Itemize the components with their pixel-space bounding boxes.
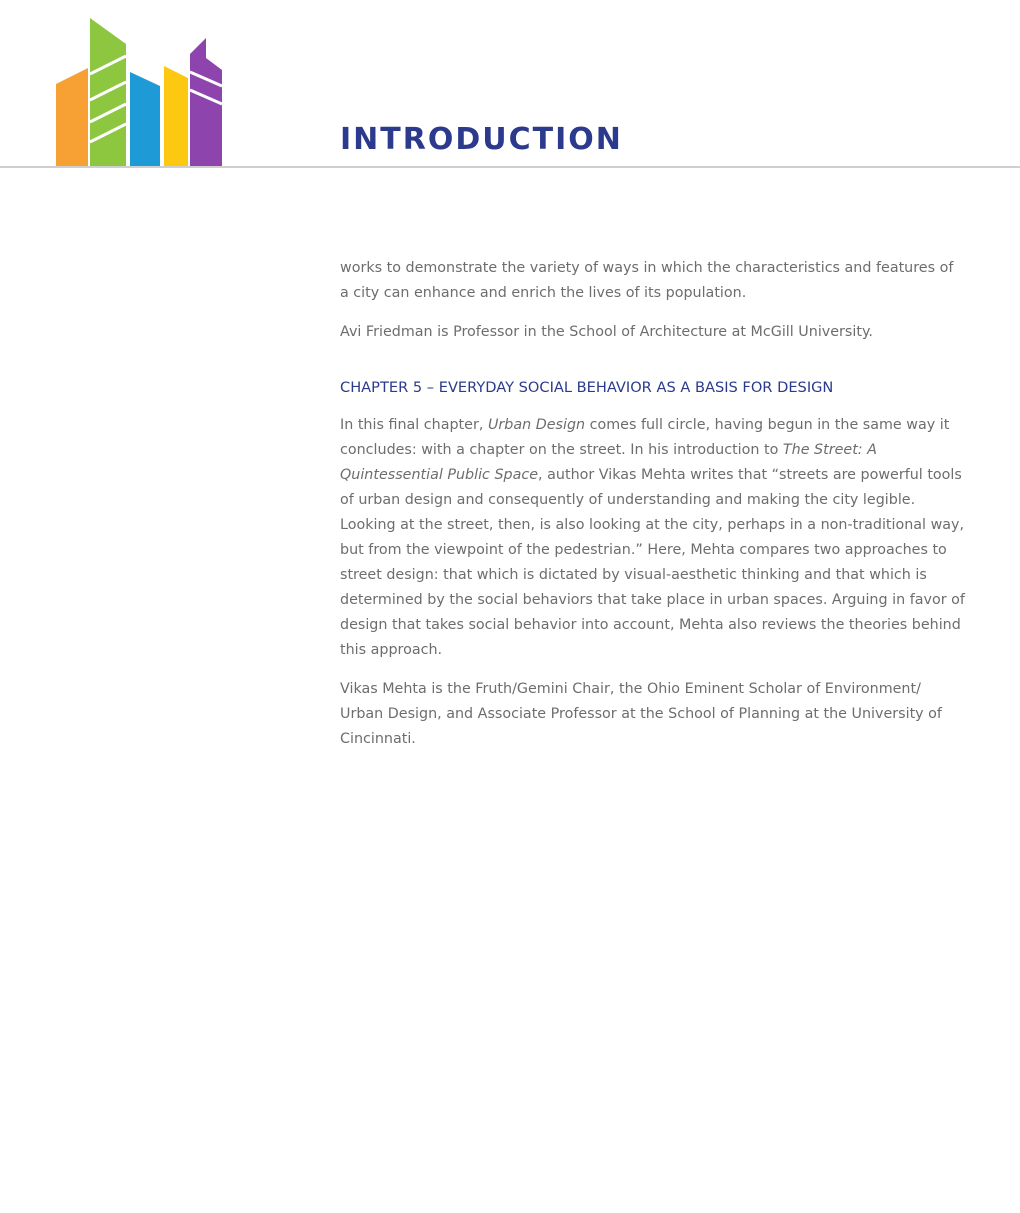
paragraph-author-bio-friedman: Avi Friedman is Professor in the School of Architecture at McGill University.: [340, 324, 873, 340]
chapter-heading: CHAPTER 5 – EVERYDAY SOCIAL BEHAVIOR AS A BASIS FOR DESIGN: [340, 379, 834, 396]
paragraph-author-bio-mehta: Vikas Mehta is the Fruth/Gemini Chair, the Ohio Eminent Scholar of Environment/ Urban Design, and Associate Professor at the School of Planning at the University of Cincinnati.: [340, 681, 942, 747]
text-span: , author Vikas Mehta writes that “streets are powerful tools of urban design and consequently of understanding and making the city legible. Looking at the street, then, is also looking at the city, perhaps in a non-traditional way, but from the viewpoint of the pedestrian.” Here, Mehta compares two approaches to street design: that which is dictated by visual-aesthetic thinking and that which is determined by the social behaviors that take place in urban spaces. Arguing in favor of design that takes social behavior into account, Mehta also reviews the theories behind this approach.: [340, 467, 965, 658]
logo-building-yellow: [164, 66, 188, 167]
logo-building-orange: [56, 68, 88, 167]
paragraph-chapter-summary: [340, 413, 965, 663]
book-title: Urban Design: [487, 417, 586, 433]
paragraph-intro-continuation: works to demonstrate the variety of ways in which the characteristics and features of a city can enhance and enrich the lives of its population.: [340, 260, 954, 301]
header-divider: [0, 166, 1020, 168]
buildings-logo: [52, 14, 227, 170]
text-span: In this final chapter,: [340, 417, 488, 433]
page-title: INTRODUCTION: [340, 122, 623, 157]
book-title: The Street: A Quintessential Public Space: [340, 442, 877, 483]
logo-building-blue: [130, 72, 160, 167]
text-span: comes full circle, having begun in the same way it concludes: with a chapter on the street. In his introduction to: [340, 417, 950, 458]
main-text: [340, 256, 965, 766]
